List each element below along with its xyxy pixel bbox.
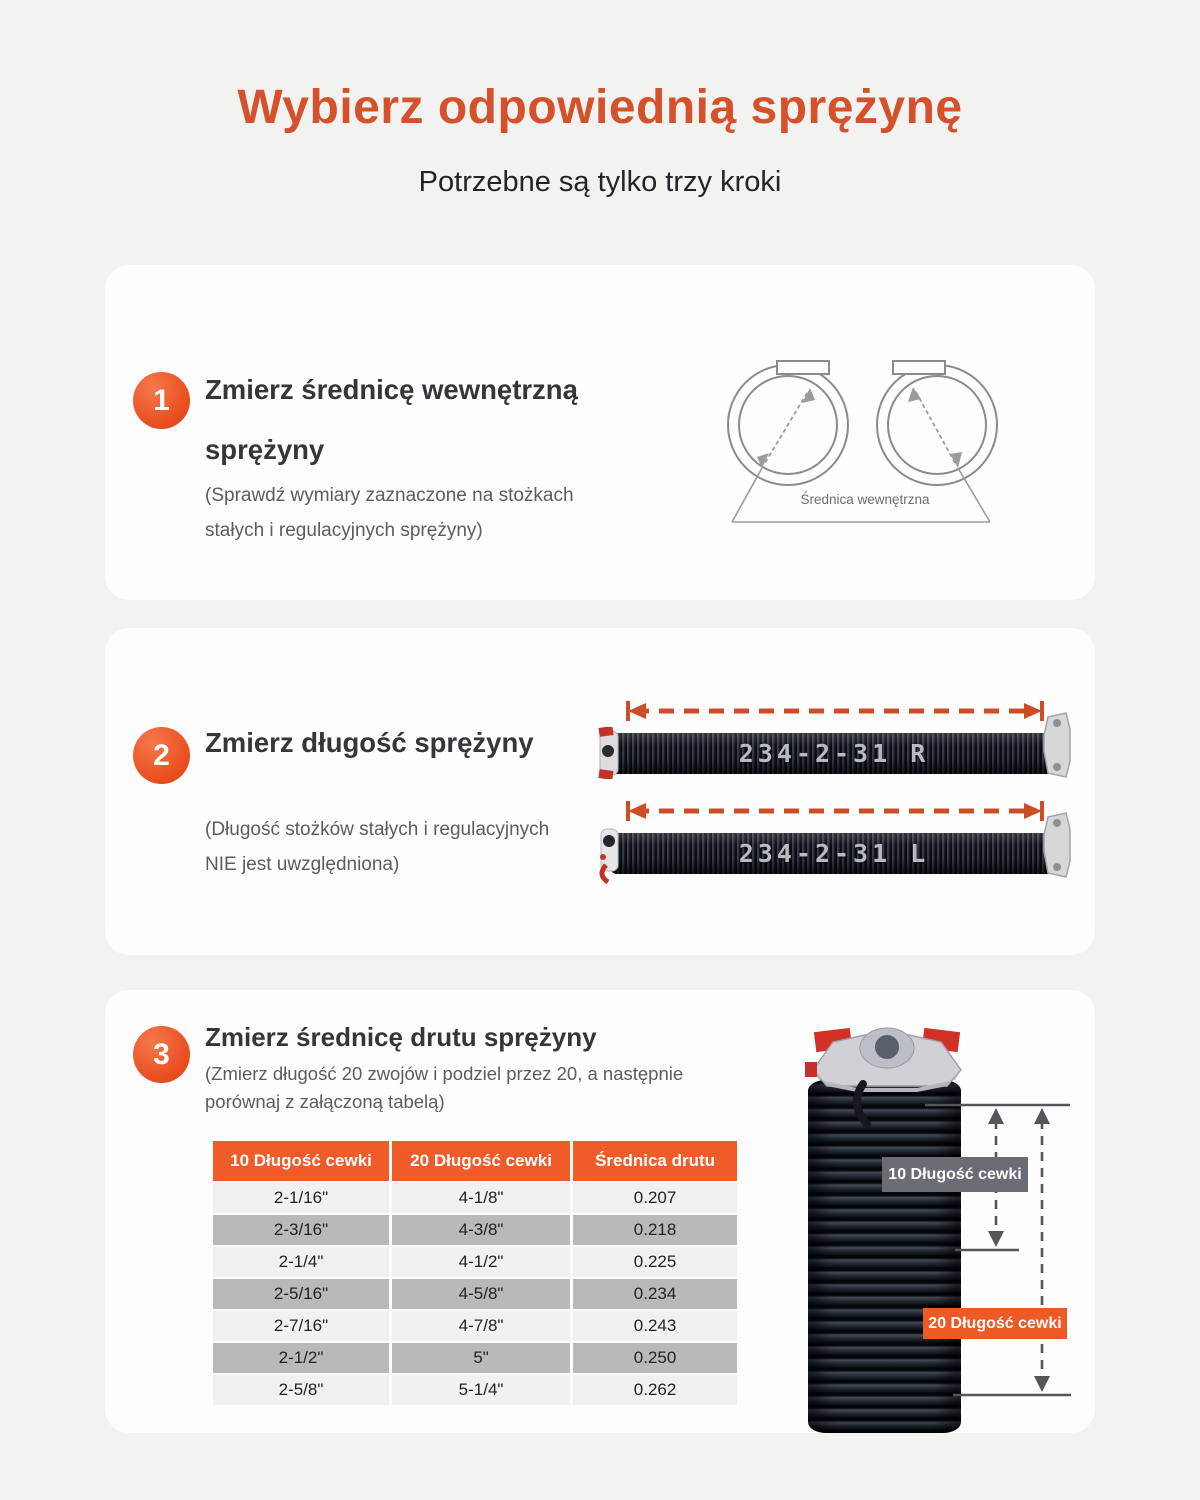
winding-cone-icon [596, 727, 624, 779]
wire-diameter-table [210, 1139, 740, 1407]
step-3-note: (Zmierz długość 20 zwojów i podziel przez 20, a następnie porównaj z załączoną tabelą) [205, 1063, 684, 1112]
cell-10-coils: 2-3/16" [213, 1215, 389, 1245]
length-arrow-icon [620, 699, 1050, 723]
cell-wire-diameter: 0.243 [573, 1311, 737, 1341]
cell-20-coils: 4-5/8" [392, 1279, 570, 1309]
cell-10-coils: 2-1/2" [213, 1343, 389, 1373]
table-row [213, 1279, 737, 1309]
ring-right-outer [877, 365, 997, 485]
step-3-badge [133, 1026, 190, 1083]
step-2-note: (Długość stożków stałych i regulacyjnych NIE jest uwzględniona) [205, 819, 550, 875]
diameter-arrow-icons [765, 392, 955, 463]
wire-end-tab-right [893, 361, 945, 374]
cell-20-coils: 4-1/8" [392, 1183, 570, 1213]
table-row [213, 1343, 737, 1373]
cell-20-coils: 4-1/2" [392, 1247, 570, 1277]
step-3-heading: Zmierz średnicę drutu sprężyny [205, 1022, 597, 1052]
table-row [213, 1375, 737, 1405]
step-2-card [105, 628, 1095, 955]
coil-length-dimension-lines [805, 1020, 1095, 1437]
table-header-wire-diameter: Średnica drutu [573, 1141, 737, 1181]
step-1-heading: Zmierz średnicę wewnętrzną sprężyny [205, 374, 578, 465]
cell-wire-diameter: 0.225 [573, 1247, 737, 1277]
label-10-coil-length: 10 Długość cewki [882, 1157, 1028, 1192]
step-1-note: (Sprawdź wymiary zaznaczone na stożkach stałych i regulacyjnych sprężyny) [205, 485, 574, 541]
spring-coil-right [610, 733, 1058, 774]
page-title: Wybierz odpowiednią sprężynę [237, 81, 963, 134]
cell-10-coils: 2-1/16" [213, 1183, 389, 1213]
wire-end-tab-left [777, 361, 829, 374]
cell-wire-diameter: 0.250 [573, 1343, 737, 1373]
stationary-flange-icon [1040, 711, 1074, 779]
table-header-row [213, 1141, 737, 1181]
spring-photo-left-wound [598, 795, 1076, 890]
cell-10-coils: 2-5/16" [213, 1279, 389, 1309]
vertical-spring-photo [805, 1020, 1095, 1437]
cell-10-coils: 2-5/8" [213, 1375, 389, 1405]
cell-20-coils: 4-7/8" [392, 1311, 570, 1341]
step-2-heading: Zmierz długość sprężyny [205, 727, 534, 758]
step-2-badge [133, 727, 190, 784]
inner-diameter-label: Średnica wewnętrzna [800, 492, 930, 507]
cell-10-coils: 2-1/4" [213, 1247, 389, 1277]
spring-photo-right-wound [598, 695, 1076, 790]
cell-wire-diameter: 0.218 [573, 1215, 737, 1245]
stationary-flange-icon [1040, 811, 1074, 879]
step-1-badge [133, 372, 190, 429]
step-3-number: 3 [153, 1037, 170, 1071]
step-2-number: 2 [153, 738, 170, 772]
table-body [213, 1183, 737, 1405]
step-1-number: 1 [153, 383, 170, 417]
table-header-10-coils: 10 Długość cewki [213, 1141, 389, 1181]
cell-10-coils: 2-7/16" [213, 1311, 389, 1341]
winding-cone-icon [596, 827, 624, 885]
table-header-20-coils: 20 Długość cewki [392, 1141, 570, 1181]
cell-wire-diameter: 0.234 [573, 1279, 737, 1309]
page-subtitle: Potrzebne są tylko trzy kroki [418, 166, 782, 198]
cell-wire-diameter: 0.262 [573, 1375, 737, 1405]
cell-20-coils: 5-1/4" [392, 1375, 570, 1405]
spring-marking-right: 234-2-31 R [738, 739, 930, 768]
arrowheads [757, 387, 962, 468]
label-20-coil-length: 20 Długość cewki [923, 1308, 1067, 1339]
table-row [213, 1183, 737, 1213]
spring-marking-left: 234-2-31 L [738, 839, 930, 868]
spring-coil-left [610, 833, 1058, 874]
length-arrow-icon [620, 799, 1050, 823]
table-row [213, 1311, 737, 1341]
cell-20-coils: 4-3/8" [392, 1215, 570, 1245]
cell-20-coils: 5" [392, 1343, 570, 1373]
ring-right-inner [888, 376, 986, 474]
inner-diameter-diagram [705, 345, 1025, 540]
cell-wire-diameter: 0.207 [573, 1183, 737, 1213]
table-row [213, 1247, 737, 1277]
table-row [213, 1215, 737, 1245]
